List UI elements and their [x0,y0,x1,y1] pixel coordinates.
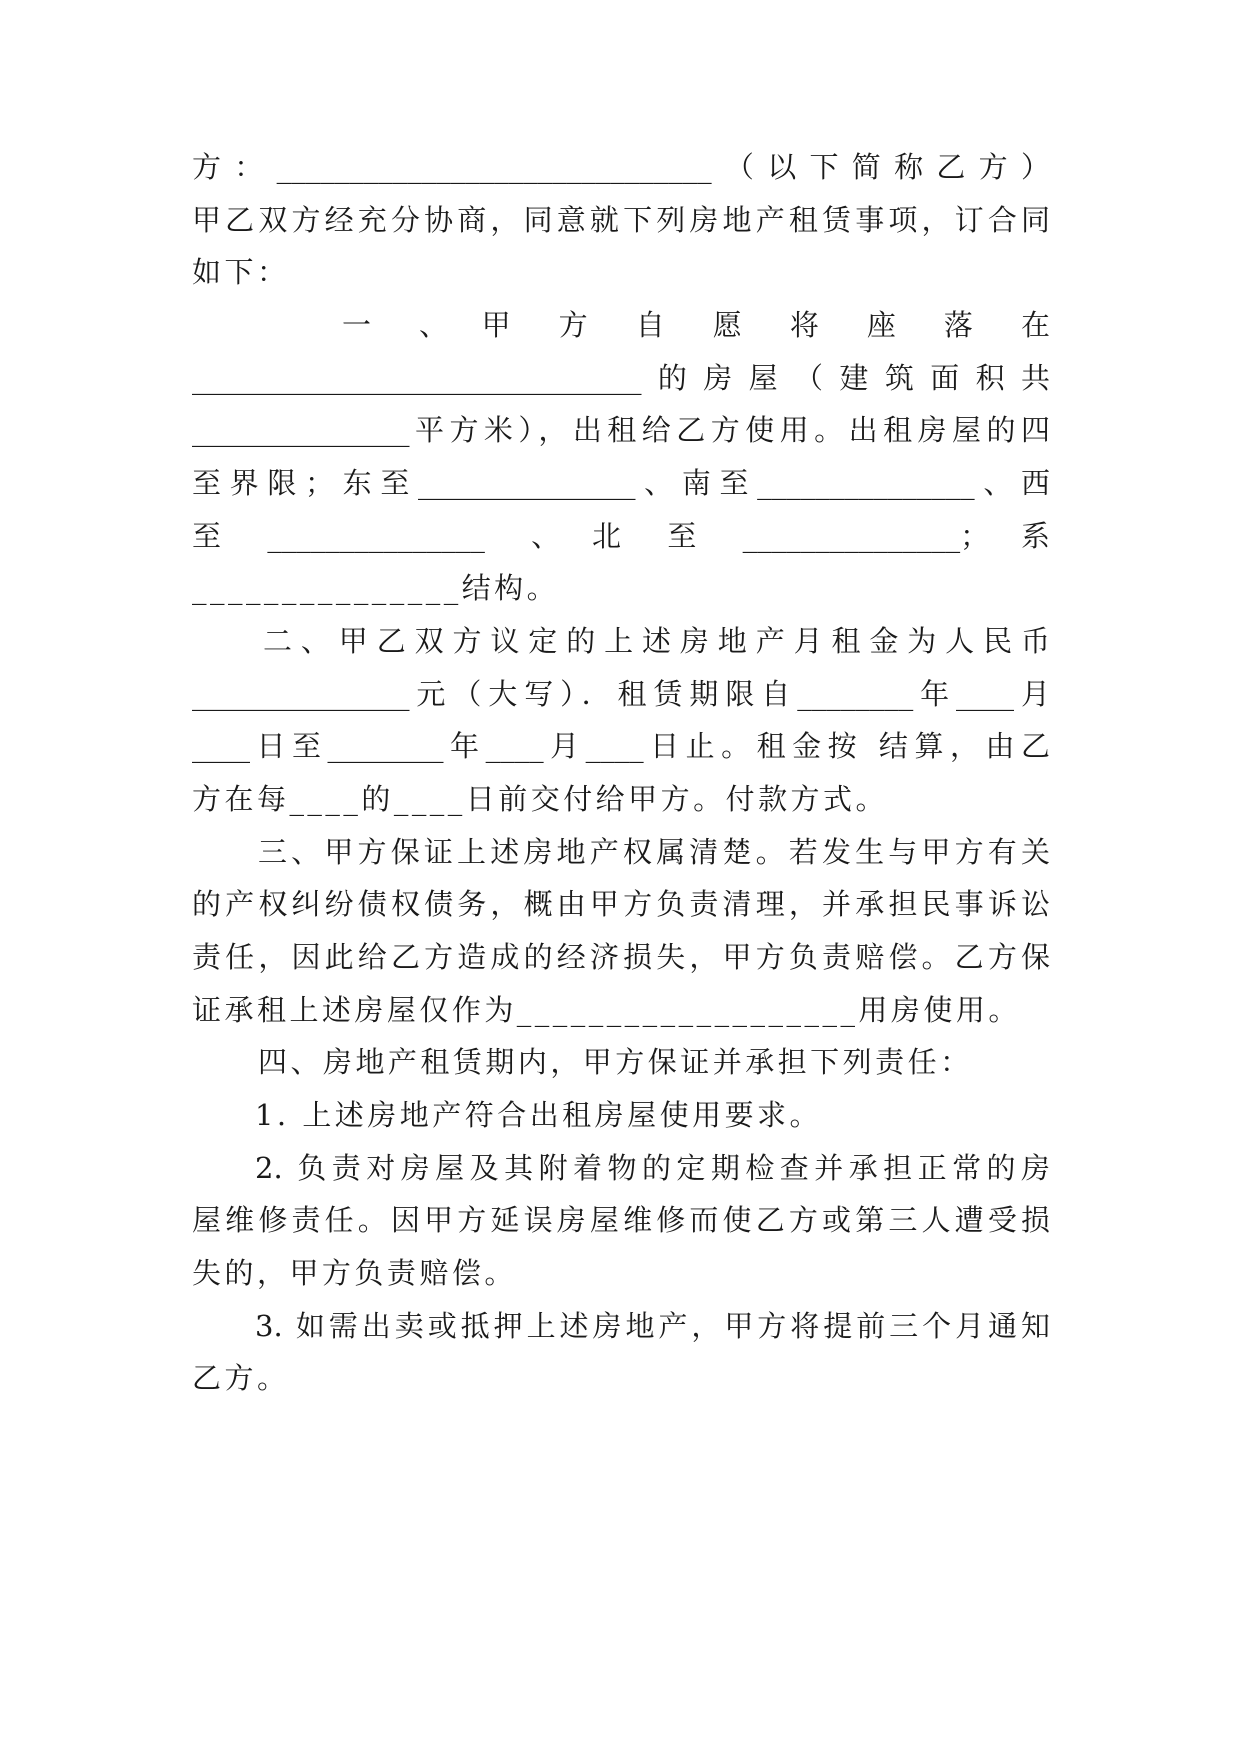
text-line: 的产权纠纷债权债务，概由甲方负责清理，并承担民事诉讼 [192,887,1050,921]
text-line: 一 、 甲 方 自 愿 将 座 落 在 [342,308,1050,342]
text-line: 责任，因此给乙方造成的经济损失，甲方负责赔偿。乙方保 [192,940,1050,974]
text-line: 1. 上述房地产符合出租房屋使用要求。 [255,1098,823,1132]
text-line: _______________平方米），出租给乙方使用。出租房屋的四 [192,413,1050,447]
text-line: 屋维修责任。因甲方延误房屋维修而使乙方或第三人遭受损 [192,1203,1050,1237]
text-line: _______________________________的房屋（建筑面积共 [192,361,1050,395]
text-line: 方：______________________________（以下简称乙方） [192,150,1050,184]
text-line: 四、房地产租赁期内，甲方保证并承担下列责任： [258,1045,973,1079]
text-line: 证承租上述房屋仅作为___________________用房使用。 [192,993,1021,1027]
text-line: 甲乙双方经充分协商，同意就下列房地产租赁事项，订合同 [192,203,1050,237]
text-line: _______________结构。 [192,571,560,605]
text-line: 至 _______________ 、 北 至 _______________； 系 [192,519,1050,553]
text-line: 至界限；东至_______________、南至_______________、西 [192,466,1050,500]
text-line: 方在每____的____日前交付给甲方。付款方式。 [192,782,889,816]
text-line: 失的，甲方负责赔偿。 [192,1256,517,1290]
text-line: 如下： [192,255,290,289]
text-line: ____日至________年____月____日止。租金按 结算，由乙 [192,729,1050,763]
text-line: 二、甲乙双方议定的上述房地产月租金为人民币 [263,624,1050,658]
text-line: _______________元（大写）．租赁期限自________年____月 [192,677,1050,711]
text-line: 乙方。 [192,1361,290,1395]
text-line: 2. 负责对房屋及其附着物的定期检查并承担正常的房 [255,1151,1050,1185]
text-line: 3. 如需出卖或抵押上述房地产，甲方将提前三个月通知 [255,1309,1050,1343]
text-line: 三、甲方保证上述房地产权属清楚。若发生与甲方有关 [258,835,1050,869]
